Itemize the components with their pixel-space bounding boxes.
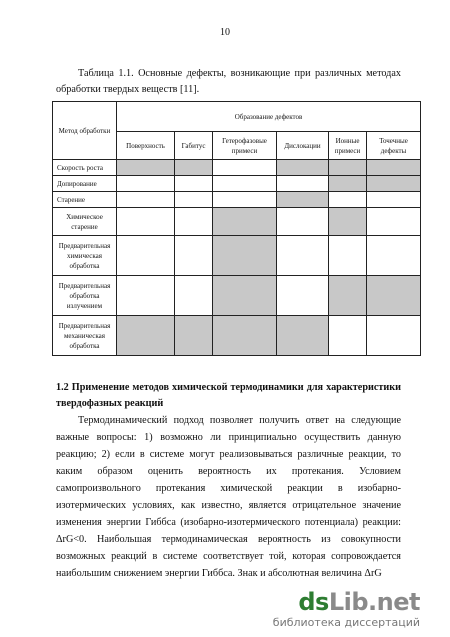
row-label: Предварительная обработка излучением <box>53 276 117 316</box>
table-cell <box>175 160 213 176</box>
table-cell <box>117 176 175 192</box>
watermark-ds: ds <box>298 588 329 616</box>
table-cell <box>117 236 175 276</box>
table-cell <box>175 208 213 236</box>
table-row <box>53 208 421 236</box>
row-label: Скорость роста <box>53 160 117 176</box>
table-cell <box>117 160 175 176</box>
row-label: Предварительная химическая обработка <box>53 236 117 276</box>
table-cell <box>117 276 175 316</box>
table-cell <box>213 192 277 208</box>
row-label: Предварительная механическая обработка <box>53 316 117 356</box>
table-cell <box>213 176 277 192</box>
table-cell <box>277 160 329 176</box>
watermark-lib: Lib <box>328 588 369 616</box>
defects-table <box>52 101 421 356</box>
body-paragraph: Термодинамический подход позволяет получить ответ на следующие важные вопросы: 1) возможно ли принципиально осуществить данную реакцию; 2) если в системе могут реализовываться различные реакции, то каким образом оценить вероятность их протекания. Условием самопроизвольного протекания химической реакции в изобарно-изотермических условиях, как известно, является отрицательное значение изменения энергии Гиббса (изобарно-изотермического потенциала) реакции: ΔrG<0. Наибольшая термодинамическая вероятность из совокупности возможных реакций в системе соответствует той, которая сопровождается наибольшим снижением энергии Гиббса. Знак и абсолютная величина ΔrG <box>56 415 401 579</box>
col-header: Гетерофазовые примеси <box>213 132 277 160</box>
table-cell <box>213 316 277 356</box>
row-label: Допирование <box>53 176 117 192</box>
table-cell <box>367 176 421 192</box>
table-cell <box>175 176 213 192</box>
table-cell <box>277 276 329 316</box>
table-cell <box>329 236 367 276</box>
row-label: Химическое старение <box>53 208 117 236</box>
header-method: Метод обработки <box>53 102 117 160</box>
table-row <box>53 276 421 316</box>
table-cell <box>277 236 329 276</box>
table-cell <box>367 192 421 208</box>
table-cell <box>329 192 367 208</box>
table-row <box>53 160 421 176</box>
table-cell <box>329 176 367 192</box>
col-header: Поверхность <box>117 132 175 160</box>
page-number: 10 <box>220 27 230 38</box>
table-cell <box>117 192 175 208</box>
table-cell <box>213 236 277 276</box>
col-header: Габитус <box>175 132 213 160</box>
table-cell <box>367 208 421 236</box>
watermark-net: .net <box>368 588 420 616</box>
table-cell <box>213 160 277 176</box>
table-cell <box>175 316 213 356</box>
table-cell <box>367 160 421 176</box>
table-cell <box>329 276 367 316</box>
table-cell <box>329 208 367 236</box>
table-cell <box>277 208 329 236</box>
table-cell <box>329 160 367 176</box>
table-cell <box>277 176 329 192</box>
table-cell <box>213 208 277 236</box>
table-row <box>53 236 421 276</box>
header-group: Образование дефектов <box>117 102 421 132</box>
table-cell <box>277 316 329 356</box>
table-cell <box>175 236 213 276</box>
table-cell <box>175 192 213 208</box>
col-header: Точечные дефекты <box>367 132 421 160</box>
table-row <box>53 176 421 192</box>
table-row <box>53 192 421 208</box>
table-cell <box>277 192 329 208</box>
table-cell <box>175 276 213 316</box>
table-caption: Таблица 1.1. Основные дефекты, возникающие при различных методах обработки твердых веществ [11]. <box>56 68 401 95</box>
table-row <box>53 316 421 356</box>
watermark-subtitle: библиотека диссертаций <box>272 616 420 629</box>
watermark-logo <box>273 590 420 629</box>
table-cell <box>367 276 421 316</box>
table-cell <box>213 276 277 316</box>
table-cell <box>367 236 421 276</box>
section-heading: 1.2 Применение методов химической термодинамики для характеристики твердофазных реакций <box>56 382 401 409</box>
col-header: Ионные примеси <box>329 132 367 160</box>
table-cell <box>329 316 367 356</box>
col-header: Дислокации <box>277 132 329 160</box>
table-cell <box>117 208 175 236</box>
table-cell <box>117 316 175 356</box>
row-label: Старение <box>53 192 117 208</box>
table-cell <box>367 316 421 356</box>
